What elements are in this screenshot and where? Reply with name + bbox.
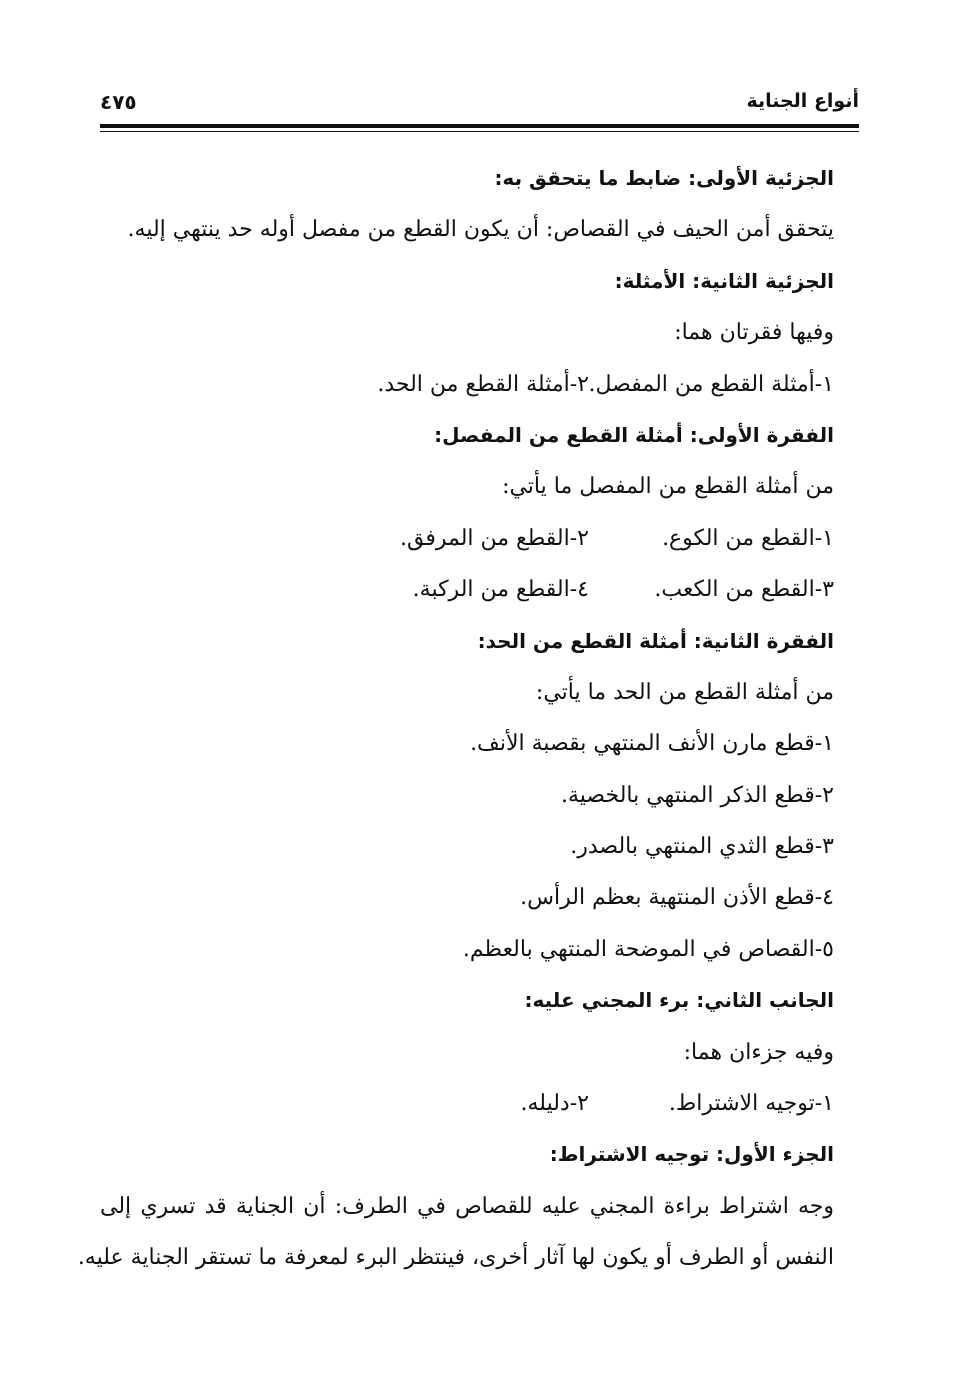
subheading-part-one: الجزء الأول: توجيه الاشتراط: [549, 1142, 834, 1167]
list-row [100, 564, 834, 615]
section-heading: الجانب الثاني: برء المجني عليه: [524, 988, 834, 1013]
list-item: ١-أمثلة القطع من المفصل. [588, 371, 834, 397]
paragraph-line: وجه اشتراط براءة المجني عليه للقصاص في الطرف: أن الجناية قد تسري إلى [100, 1193, 834, 1219]
list-item: ٢-قطع الذكر المنتهي بالخصية. [560, 782, 834, 808]
subheading-paragraph-two: الفقرة الثانية: أمثلة القطع من الحد: [477, 628, 834, 653]
list-row [100, 359, 834, 410]
page-body [77, 153, 834, 1284]
paragraph-line: يتحقق أمن الحيف في القصاص: أن يكون القطع من مفصل أوله حد ينتهي إليه. [127, 217, 834, 243]
paragraph-line: من أمثلة القطع من المفصل ما يأتي: [502, 474, 834, 500]
list-item: ٢-القطع من المرفق. [399, 525, 589, 551]
subheading-first-part: الجزئية الأولى: ضابط ما يتحقق به: [494, 166, 834, 190]
list-item: ٥-القصاص في الموضحة المنتهي بالعظم. [462, 936, 834, 962]
chapter-title: أنواع الجناية [746, 90, 859, 112]
page-number: ٤٧٥ [100, 90, 137, 114]
page-header [100, 88, 859, 124]
list-row [100, 1078, 834, 1129]
list-item: ٣-قطع الثدي المنتهي بالصدر. [570, 834, 834, 860]
list-row [100, 513, 834, 564]
paragraph-line: وفيها فقرتان هما: [674, 320, 834, 346]
list-item: ٢-أمثلة القطع من الحد. [377, 371, 589, 397]
list-item: ٣-القطع من الكعب. [654, 577, 834, 603]
paragraph-line: النفس أو الطرف أو يكون لها آثار أخرى، فينتظر البرء لمعرفة ما تستقر الجناية عليه. [77, 1245, 834, 1271]
header-rule-thick [100, 124, 859, 128]
subheading-paragraph-one: الفقرة الأولى: أمثلة القطع من المفصل: [434, 422, 834, 447]
list-item: ١-قطع مارن الأنف المنتهي بقصبة الأنف. [470, 731, 834, 757]
paragraph-line: من أمثلة القطع من الحد ما يأتي: [535, 679, 834, 705]
header-rule-thin [100, 131, 859, 132]
list-item: ١-توجيه الاشتراط. [668, 1091, 834, 1117]
subheading-second-part: الجزئية الثانية: الأمثلة: [614, 268, 834, 293]
list-item: ٢-دليله. [520, 1091, 589, 1117]
list-item: ١-القطع من الكوع. [662, 525, 834, 551]
list-item: ٤-القطع من الركبة. [412, 577, 589, 603]
list-item: ٤-قطع الأذن المنتهية بعظم الرأس. [520, 885, 834, 911]
paragraph-line: وفيه جزءان هما: [683, 1039, 834, 1065]
